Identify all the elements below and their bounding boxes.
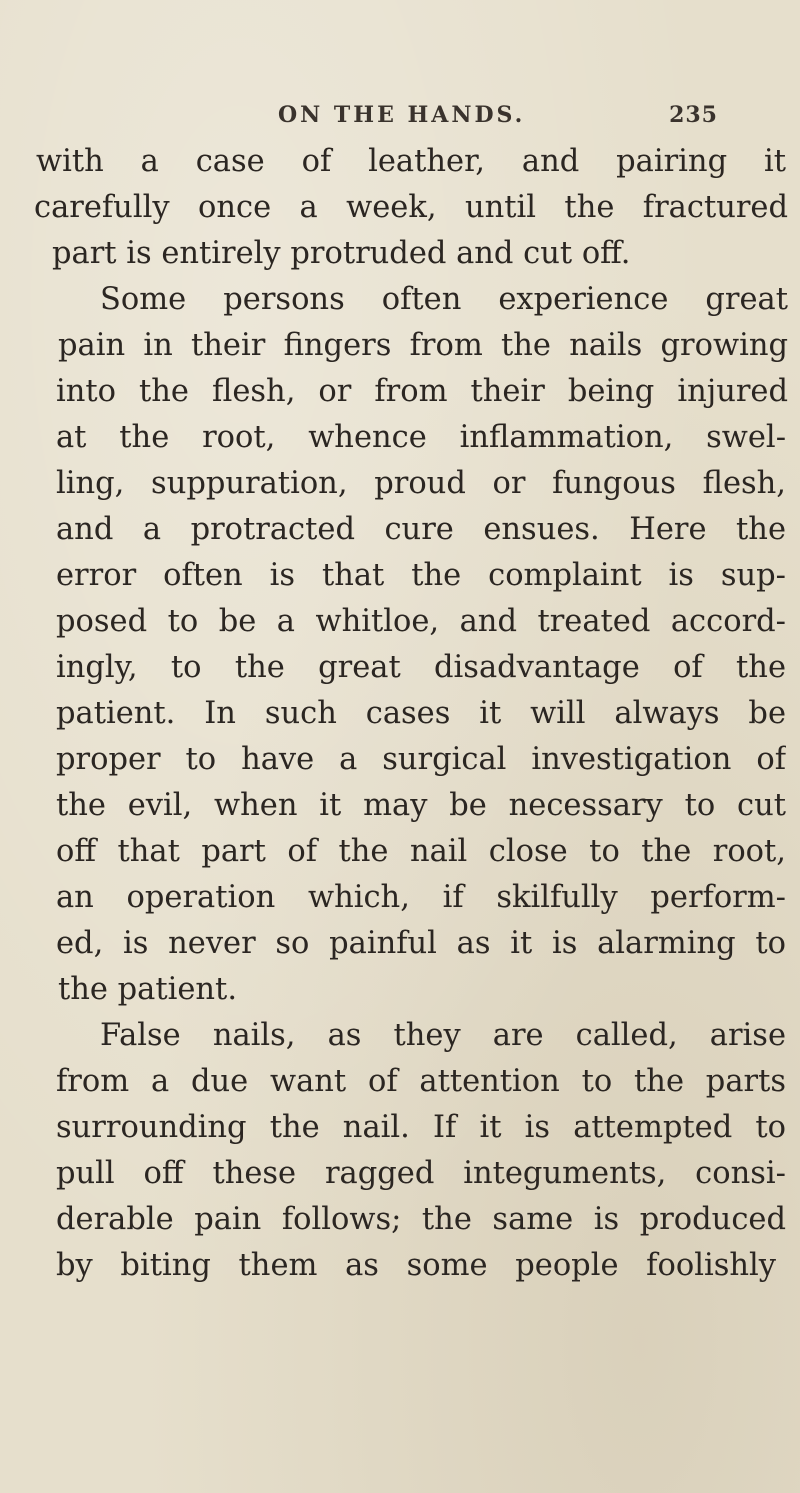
text-line: derable pain follows; the same is produced [56, 1202, 786, 1237]
running-title: ON THE HANDS. [278, 102, 526, 128]
text-line: surrounding the nail. If it is attempted to [56, 1110, 786, 1145]
text-line: and a protracted cure ensues. Here the [56, 512, 786, 547]
text-line: at the root, whence inflammation, swel- [56, 420, 786, 455]
text-line: off that part of the nail close to the root, [56, 834, 786, 869]
text-line: into the flesh, or from their being injured [56, 374, 788, 409]
text-line: pain in their fingers from the nails growing [58, 328, 788, 363]
text-line: by biting them as some people foolishly [56, 1248, 776, 1283]
text-line: from a due want of attention to the parts [56, 1064, 786, 1099]
text-line: ed, is never so painful as it is alarming to [56, 926, 786, 961]
text-line: the patient. [58, 972, 238, 1007]
text-line: part is entirely protruded and cut off. [52, 236, 631, 271]
text-line: an operation which, if skilfully perform- [56, 880, 786, 915]
text-line: error often is that the complaint is sup- [56, 558, 786, 593]
text-line: the evil, when it may be necessary to cut [56, 788, 786, 823]
text-line: patient. In such cases it will always be [56, 696, 786, 731]
text-line: ingly, to the great disadvantage of the [56, 650, 786, 685]
text-line: posed to be a whitloe, and treated accord- [56, 604, 786, 639]
paragraph-start-line: False nails, as they are called, arise [100, 1018, 786, 1053]
text-line: carefully once a week, until the fractured [34, 190, 788, 225]
text-line: pull off these ragged integuments, consi- [56, 1156, 786, 1191]
text-line: ling, suppuration, proud or fungous flesh, [56, 466, 786, 501]
running-head [278, 102, 718, 138]
paragraph-start-line: Some persons often experience great [100, 282, 788, 317]
text-line: proper to have a surgical investigation of [56, 742, 786, 777]
page-number: 235 [669, 102, 718, 128]
text-line: with a case of leather, and pairing it [36, 144, 786, 179]
